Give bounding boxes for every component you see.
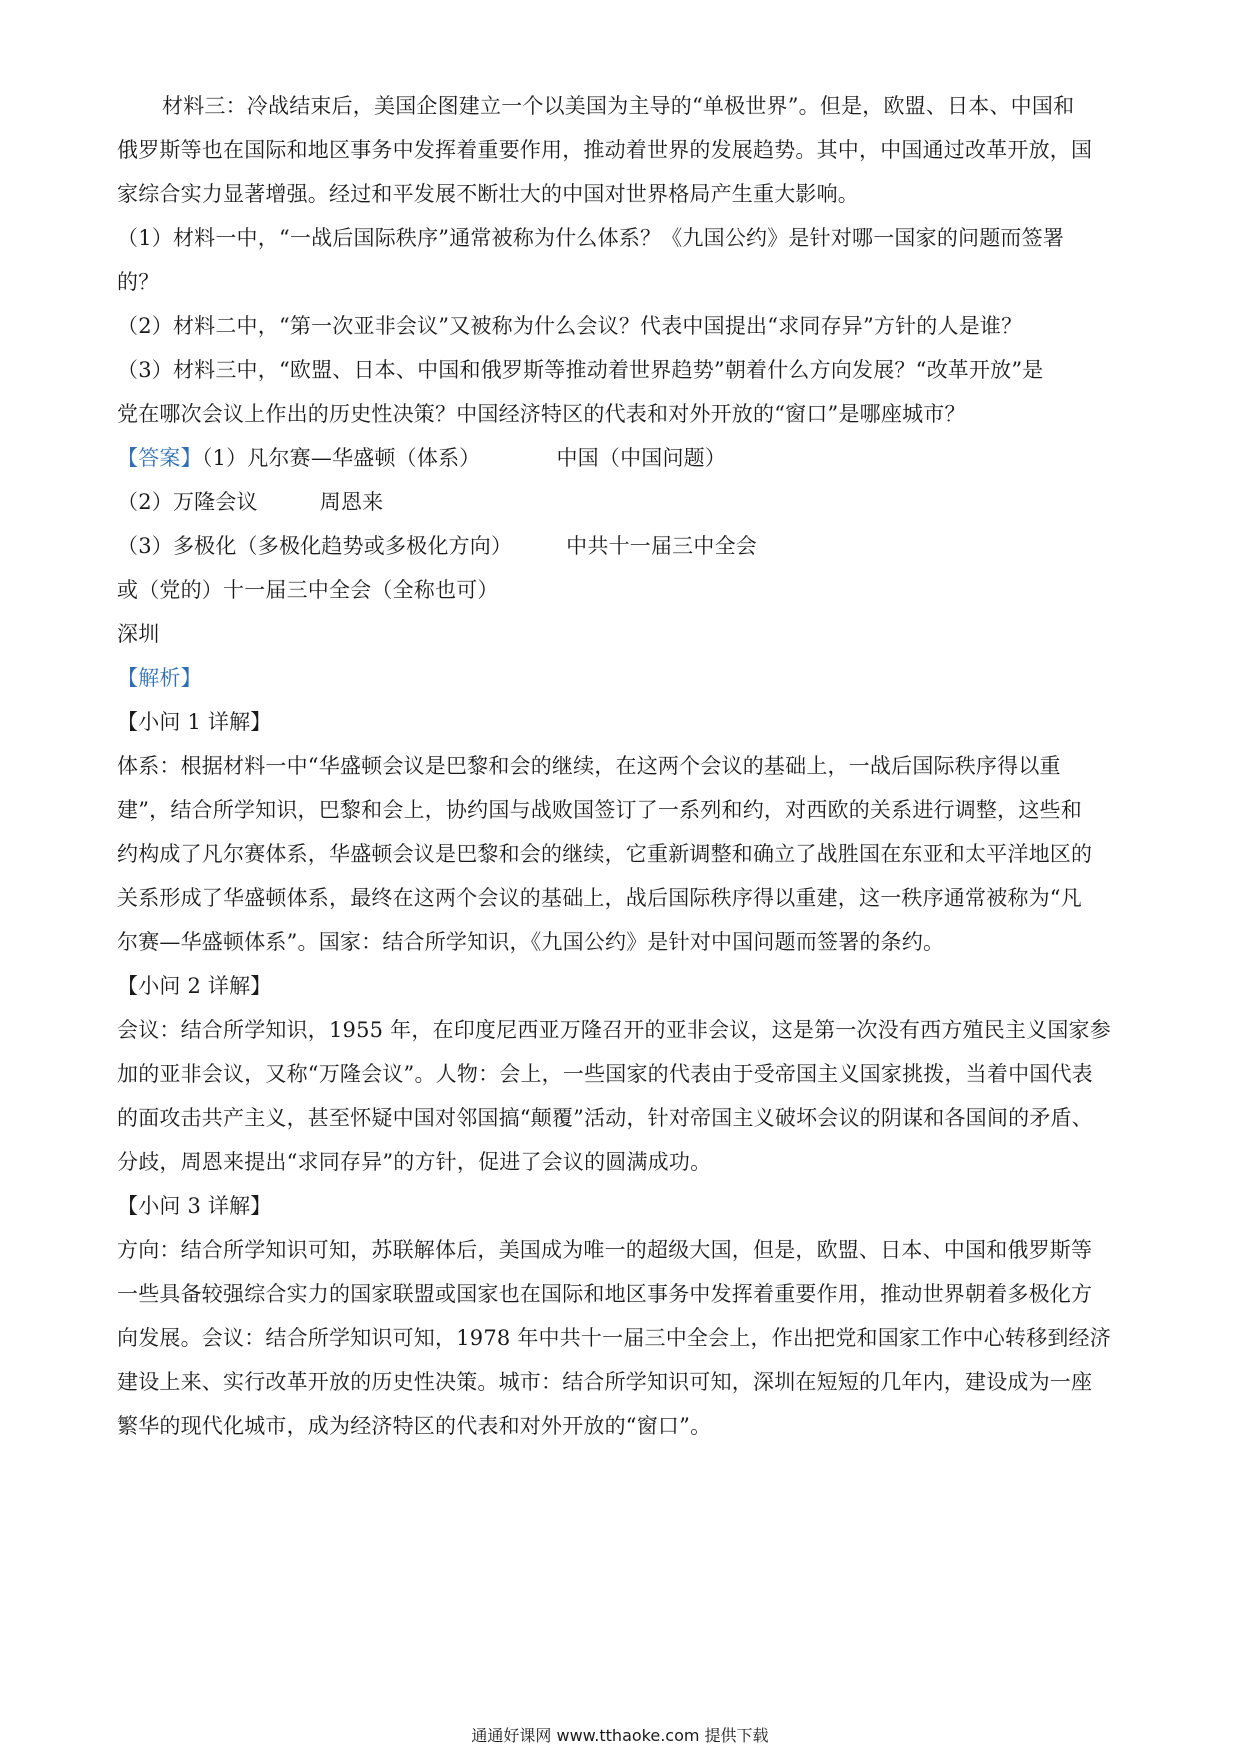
- sub1-paragraph-line: 约构成了凡尔赛体系，华盛顿会议是巴黎和会的继续，它重新调整和确立了战胜国在东亚和太平洋地区的: [117, 842, 1093, 866]
- material3-line3: 家综合实力显著增强。经过和平发展不断壮大的中国对世界格局产生重大影响。: [117, 182, 859, 206]
- sub-question-2-title: 【小问 2 详解】: [117, 974, 272, 998]
- analysis-label: 【解析】: [117, 666, 202, 690]
- sub2-paragraph-line: 加的亚非会议，又称“万隆会议”。人物：会上，一些国家的代表由于受帝国主义国家挑拨，当着中国代表: [117, 1062, 1093, 1086]
- question-3-line2: 党在哪次会议上作出的历史性决策？中国经济特区的代表和对外开放的“窗口”是哪座城市？: [117, 402, 966, 426]
- answer-2-row: [117, 488, 383, 516]
- material3-line1: 材料三：冷战结束后，美国企图建立一个以美国为主导的“单极世界”。但是，欧盟、日本、中国和: [162, 94, 1075, 118]
- material3-line2: 俄罗斯等也在国际和地区事务中发挥着重要作用，推动着世界的发展趋势。其中，中国通过改革开放，国: [117, 138, 1093, 162]
- sub3-paragraph-line: 建设上来、实行改革开放的历史性决策。城市：结合所学知识可知，深圳在短短的几年内，建设成为一座: [117, 1370, 1093, 1394]
- sub1-paragraph-line: 建”，结合所学知识，巴黎和会上，协约国与战败国签订了一系列和约，对西欧的关系进行调整，这些和: [117, 798, 1082, 822]
- sub2-paragraph-line: 分歧，周恩来提出“求同存异”的方针，促进了会议的圆满成功。: [117, 1150, 712, 1174]
- answer-2-part2: 周恩来: [319, 490, 384, 514]
- answer-label: 【答案】: [117, 446, 202, 470]
- sub1-paragraph-line: 体系：根据材料一中“华盛顿会议是巴黎和会的继续，在这两个会议的基础上，一战后国际秩序得以重: [117, 754, 1061, 778]
- sub3-paragraph-line: 向发展。会议：结合所学知识可知，1978 年中共十一届三中全会上，作出把党和国家工作中心转移到经济: [117, 1326, 1111, 1350]
- answer-3-part2: 中共十一届三中全会: [566, 534, 757, 558]
- sub3-paragraph-line: 繁华的现代化城市，成为经济特区的代表和对外开放的“窗口”。: [117, 1414, 712, 1438]
- answer-3-line3: 深圳: [117, 622, 160, 646]
- sub2-paragraph-line: 会议：结合所学知识，1955 年，在印度尼西亚万隆召开的亚非会议，这是第一次没有西方殖民主义国家参: [117, 1018, 1111, 1042]
- sub-question-3-title: 【小问 3 详解】: [117, 1194, 272, 1218]
- answer-3-line2: 或（党的）十一届三中全会（全称也可）: [117, 578, 499, 602]
- question-1-line1: （1）材料一中，“一战后国际秩序”通常被称为什么体系？《九国公约》是针对哪一国家的问题而签署: [117, 226, 1065, 250]
- question-3-line1: （3）材料三中，“欧盟、日本、中国和俄罗斯等推动着世界趋势”朝着什么方向发展？“改革开放”是: [117, 358, 1044, 382]
- answer-2-part1: （2）万隆会议: [117, 490, 258, 514]
- answer-1-part1: （1）凡尔赛—华盛顿（体系）: [201, 446, 481, 470]
- sub2-paragraph-line: 的面攻击共产主义，甚至怀疑中国对邻国搞“颠覆”活动，针对帝国主义破坏会议的阴谋和各国间的矛盾、: [117, 1106, 1093, 1130]
- answer-3-part1: （3）多极化（多极化趋势或多极化方向）: [117, 534, 513, 558]
- sub3-paragraph-line: 方向：结合所学知识可知，苏联解体后，美国成为唯一的超级大国，但是，欧盟、日本、中国和俄罗斯等: [117, 1238, 1093, 1262]
- sub1-paragraph-line: 尔赛—华盛顿体系”。国家：结合所学知识，《九国公约》是针对中国问题而签署的条约。: [117, 930, 945, 954]
- answer-3-row: [117, 532, 757, 560]
- sub1-paragraph-line: 关系形成了华盛顿体系，最终在这两个会议的基础上，战后国际秩序得以重建，这一秩序通常被称为“凡: [117, 886, 1082, 910]
- sub3-paragraph-line: 一些具备较强综合实力的国家联盟或国家也在国际和地区事务中发挥着重要作用，推动世界朝着多极化方: [117, 1282, 1093, 1306]
- question-2: （2）材料二中，“第一次亚非会议”又被称为什么会议？代表中国提出“求同存异”方针的人是谁？: [117, 314, 1023, 338]
- answer-1-row: [117, 444, 726, 472]
- page-footer: 通通好课网 www.tthaoke.com 提供下载: [471, 1726, 769, 1745]
- sub-question-1-title: 【小问 1 详解】: [117, 710, 272, 734]
- answer-1-part2: 中国（中国问题）: [556, 446, 727, 470]
- question-1-line2: 的？: [117, 270, 160, 294]
